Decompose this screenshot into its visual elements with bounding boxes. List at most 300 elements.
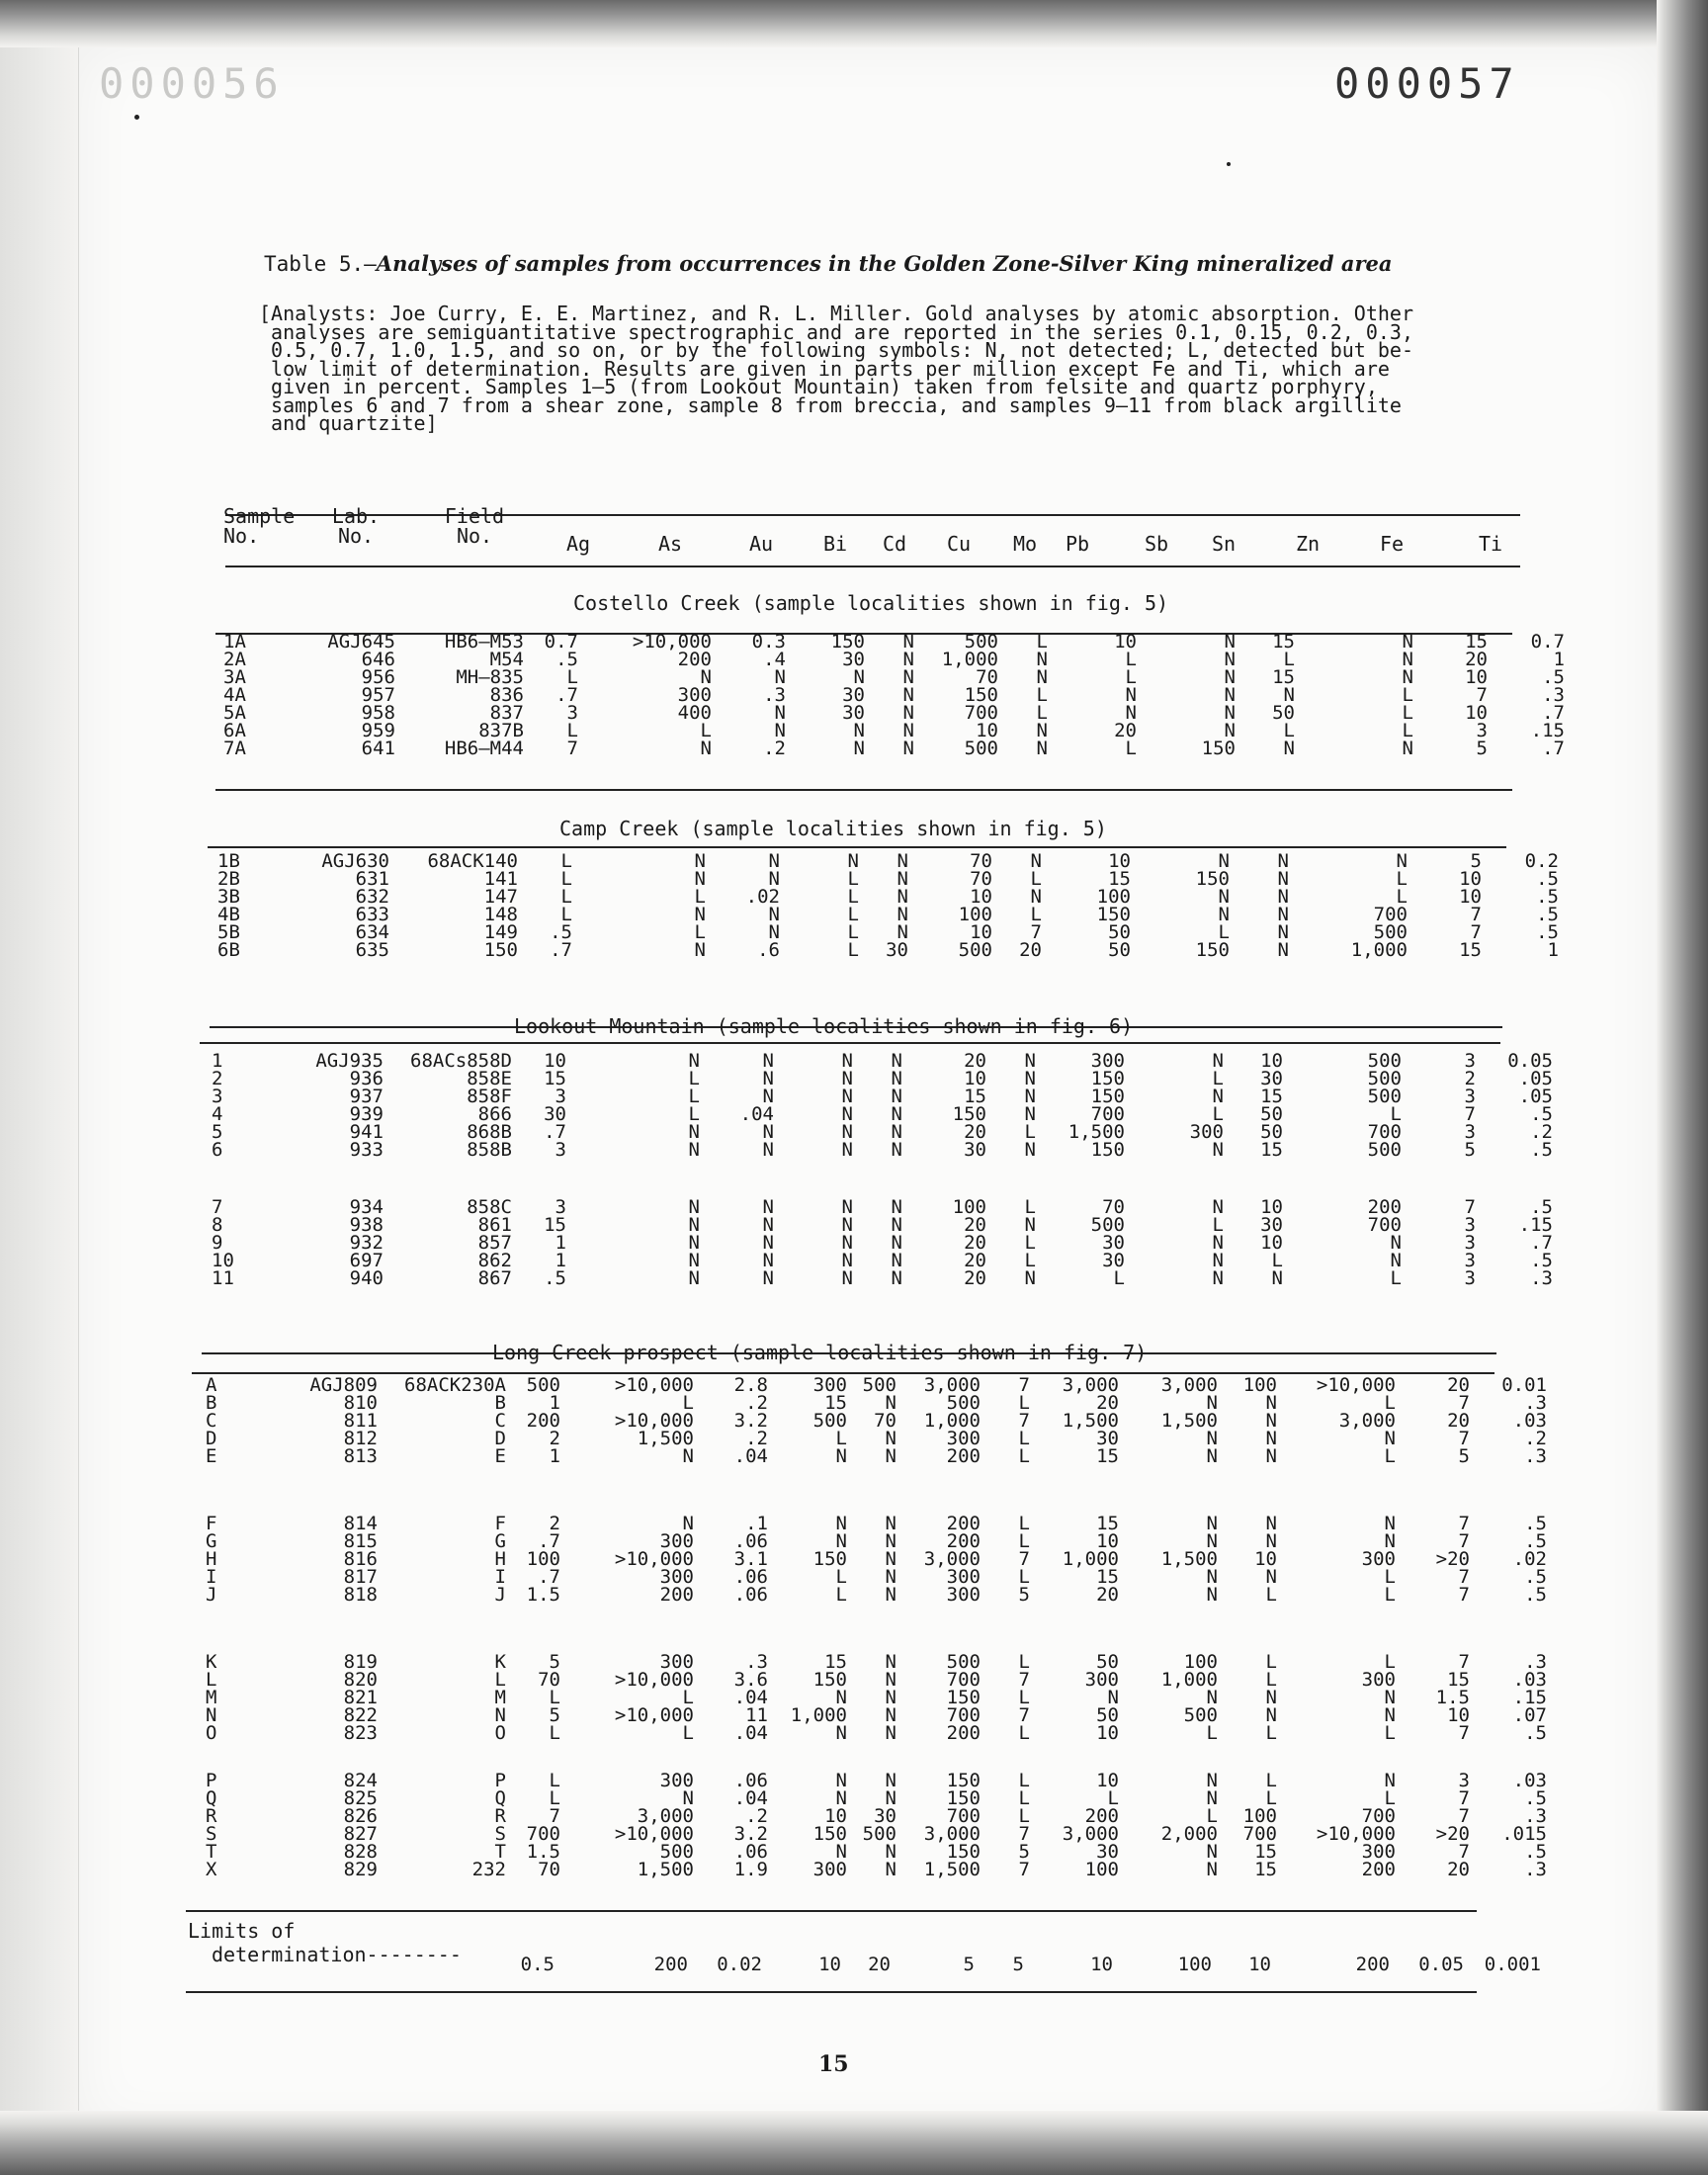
cell-field: D bbox=[494, 1428, 506, 1449]
cell-au: 2.8 bbox=[733, 1374, 768, 1396]
cell-fe: 7 bbox=[1458, 1722, 1470, 1744]
cell-sample: E bbox=[206, 1445, 217, 1467]
cell-pb: N bbox=[1125, 684, 1137, 706]
cell-mo: 7 bbox=[1018, 1859, 1030, 1880]
cell-au: .1 bbox=[745, 1513, 768, 1534]
cell-fe: 5 bbox=[1464, 1139, 1476, 1161]
cell-bi: 300 bbox=[812, 1374, 847, 1396]
cell-cu: 300 bbox=[946, 1566, 981, 1588]
cell-sample: J bbox=[206, 1584, 217, 1606]
cell-sn: 15 bbox=[1272, 631, 1295, 652]
cell-as: 300 bbox=[659, 1770, 694, 1791]
cell-bi: N bbox=[841, 1139, 853, 1161]
table-row bbox=[0, 1198, 1708, 1217]
cell-bi: L bbox=[835, 1566, 847, 1588]
cell-fe: 10 bbox=[1459, 886, 1482, 908]
cell-ti: 0.05 bbox=[1507, 1050, 1553, 1072]
cell-fe: 5 bbox=[1458, 1445, 1470, 1467]
cell-cd: N bbox=[885, 1787, 897, 1809]
cell-sb: 500 bbox=[1183, 1704, 1218, 1726]
cell-bi: N bbox=[853, 738, 865, 759]
table-row bbox=[0, 941, 1708, 960]
cell-zn: 500 bbox=[1367, 1086, 1402, 1107]
cell-sample: T bbox=[206, 1841, 217, 1863]
cell-au: 3.6 bbox=[733, 1669, 768, 1691]
cell-fe: 7 bbox=[1464, 1196, 1476, 1218]
column-header-au: Au bbox=[748, 532, 774, 556]
cell-cd: N bbox=[891, 1086, 902, 1107]
cell-pb: 20 bbox=[1096, 1584, 1119, 1606]
cell-field: 858E bbox=[467, 1068, 512, 1089]
cell-lab: 938 bbox=[349, 1214, 384, 1236]
cell-pb: L bbox=[1125, 666, 1137, 688]
cell-bi: N bbox=[835, 1841, 847, 1863]
cell-ti: .5 bbox=[1536, 904, 1559, 925]
bleed-through-number: 000056 bbox=[99, 59, 285, 108]
cell-lab: 959 bbox=[361, 720, 395, 741]
cell-sb: N bbox=[1206, 1566, 1218, 1588]
cell-sn: 15 bbox=[1260, 1086, 1283, 1107]
cell-cd: N bbox=[897, 921, 908, 943]
cell-as: >10,000 bbox=[614, 1548, 694, 1570]
cell-sample: G bbox=[206, 1530, 217, 1552]
cell-fe: 7 bbox=[1458, 1392, 1470, 1414]
cell-au: N bbox=[768, 904, 780, 925]
cell-pb: 150 bbox=[1090, 1068, 1125, 1089]
cell-mo: L bbox=[1024, 1232, 1036, 1254]
cell-au: 3.2 bbox=[733, 1410, 768, 1432]
cell-lab: 941 bbox=[349, 1121, 384, 1143]
cell-cu: 70 bbox=[970, 850, 992, 872]
cell-bi: N bbox=[841, 1121, 853, 1143]
cell-field: 68ACs858D bbox=[410, 1050, 512, 1072]
cell-zn: 700 bbox=[1367, 1121, 1402, 1143]
cell-field: L bbox=[494, 1669, 506, 1691]
cell-mo: L bbox=[1036, 702, 1048, 724]
cell-fe: 3 bbox=[1464, 1050, 1476, 1072]
cell-bi: 500 bbox=[812, 1410, 847, 1432]
cell-cd: N bbox=[885, 1530, 897, 1552]
cell-mo: N bbox=[1024, 1267, 1036, 1289]
cell-sn: 100 bbox=[1242, 1374, 1277, 1396]
cell-au: .04 bbox=[733, 1787, 768, 1809]
cell-ag: L bbox=[560, 886, 572, 908]
cell-cu: 10 bbox=[970, 921, 992, 943]
cell-lab: 811 bbox=[343, 1410, 378, 1432]
cell-cu: 150 bbox=[946, 1687, 981, 1708]
cell-cu: 10 bbox=[976, 720, 998, 741]
cell-pb: L bbox=[1125, 738, 1137, 759]
cell-ag: L bbox=[549, 1722, 560, 1744]
cell-sn: 15 bbox=[1272, 666, 1295, 688]
cell-as: 500 bbox=[659, 1841, 694, 1863]
cell-au: .04 bbox=[733, 1687, 768, 1708]
cell-fe: 3 bbox=[1464, 1086, 1476, 1107]
cell-zn: >10,000 bbox=[1316, 1823, 1396, 1845]
cell-sb: N bbox=[1224, 649, 1236, 670]
cell-fe: 7 bbox=[1458, 1584, 1470, 1606]
cell-zn: L bbox=[1390, 1103, 1402, 1125]
cell-sn: 30 bbox=[1260, 1068, 1283, 1089]
table-row bbox=[0, 1269, 1708, 1288]
cell-as: L bbox=[682, 1722, 694, 1744]
table-number: Table 5.— bbox=[264, 252, 377, 276]
cell-ti: .5 bbox=[1524, 1584, 1547, 1606]
cell-lab: 822 bbox=[343, 1704, 378, 1726]
cell-lab: AGJ630 bbox=[321, 850, 389, 872]
cell-cu: 500 bbox=[958, 939, 992, 961]
cell-as: >10,000 bbox=[614, 1410, 694, 1432]
cell-as: >10,000 bbox=[632, 631, 712, 652]
cell-bi: N bbox=[841, 1086, 853, 1107]
cell-bi: N bbox=[835, 1787, 847, 1809]
cell-cd: N bbox=[891, 1196, 902, 1218]
cell-ti: 1 bbox=[1553, 649, 1565, 670]
cell-mo: L bbox=[1018, 1805, 1030, 1827]
limits-label: determination-------- bbox=[212, 1943, 462, 1966]
limit-mo: 5 bbox=[1012, 1954, 1024, 1975]
cell-fe: 3 bbox=[1464, 1232, 1476, 1254]
cell-cd: N bbox=[902, 738, 914, 759]
cell-as: 3,000 bbox=[637, 1805, 694, 1827]
cell-cu: 150 bbox=[946, 1770, 981, 1791]
cell-pb: 15 bbox=[1096, 1566, 1119, 1588]
cell-fe: 15 bbox=[1447, 1669, 1470, 1691]
cell-zn: L bbox=[1396, 886, 1408, 908]
cell-pb: 50 bbox=[1096, 1704, 1119, 1726]
cell-sb: 100 bbox=[1183, 1651, 1218, 1673]
cell-sample: X bbox=[206, 1859, 217, 1880]
cell-sample: 3B bbox=[217, 886, 240, 908]
cell-mo: N bbox=[1036, 666, 1048, 688]
cell-lab: 932 bbox=[349, 1232, 384, 1254]
cell-sb: N bbox=[1206, 1392, 1218, 1414]
cell-fe: 7 bbox=[1458, 1841, 1470, 1863]
table-row bbox=[0, 1412, 1708, 1431]
cell-mo: L bbox=[1018, 1445, 1030, 1467]
limit-zn: 200 bbox=[1355, 1954, 1390, 1975]
cell-as: N bbox=[688, 1267, 700, 1289]
cell-lab: 646 bbox=[361, 649, 395, 670]
cell-fe: 15 bbox=[1459, 939, 1482, 961]
cell-ti: .15 bbox=[1518, 1214, 1553, 1236]
cell-sb: N bbox=[1206, 1530, 1218, 1552]
cell-cu: 20 bbox=[964, 1250, 986, 1271]
cell-ag: L bbox=[560, 868, 572, 890]
cell-sb: 300 bbox=[1189, 1121, 1224, 1143]
cell-cu: 150 bbox=[952, 1103, 986, 1125]
cell-sb: N bbox=[1212, 1250, 1224, 1271]
cell-mo: N bbox=[1036, 738, 1048, 759]
cell-cd: N bbox=[902, 702, 914, 724]
cell-sample: 6B bbox=[217, 939, 240, 961]
cell-cu: 70 bbox=[976, 666, 998, 688]
cell-fe: 7 bbox=[1464, 1103, 1476, 1125]
cell-bi: N bbox=[841, 1232, 853, 1254]
cell-ag: 200 bbox=[526, 1410, 560, 1432]
cell-field: 868B bbox=[467, 1121, 512, 1143]
cell-fe: 7 bbox=[1458, 1530, 1470, 1552]
cell-lab: 631 bbox=[355, 868, 389, 890]
cell-field: 836 bbox=[489, 684, 524, 706]
cell-field: J bbox=[494, 1584, 506, 1606]
cell-field: 147 bbox=[483, 886, 518, 908]
cell-ag: 500 bbox=[526, 1374, 560, 1396]
cell-as: L bbox=[688, 1103, 700, 1125]
limit-sn: 10 bbox=[1248, 1954, 1271, 1975]
cell-pb: 10 bbox=[1096, 1722, 1119, 1744]
table-row bbox=[0, 1252, 1708, 1270]
cell-cd: N bbox=[891, 1267, 902, 1289]
cell-bi: N bbox=[841, 1267, 853, 1289]
cell-zn: L bbox=[1384, 1392, 1396, 1414]
cell-ti: .05 bbox=[1518, 1086, 1553, 1107]
column-header-field: Field No. bbox=[444, 504, 505, 548]
cell-field: 858C bbox=[467, 1196, 512, 1218]
page-folio: 15 bbox=[818, 2051, 849, 2077]
cell-pb: L bbox=[1125, 649, 1137, 670]
cell-pb: 30 bbox=[1102, 1250, 1125, 1271]
cell-mo: N bbox=[1030, 850, 1042, 872]
cell-sample: K bbox=[206, 1651, 217, 1673]
cell-sb: L bbox=[1218, 921, 1230, 943]
cell-fe: 3 bbox=[1464, 1267, 1476, 1289]
cell-pb: 10 bbox=[1114, 631, 1137, 652]
cell-field: 858F bbox=[467, 1086, 512, 1107]
cell-sb: 3,000 bbox=[1160, 1374, 1218, 1396]
cell-mo: 7 bbox=[1018, 1548, 1030, 1570]
cell-ag: L bbox=[566, 720, 578, 741]
cell-field: O bbox=[494, 1722, 506, 1744]
limit-fe: 0.05 bbox=[1418, 1954, 1464, 1975]
cell-sb: N bbox=[1206, 1687, 1218, 1708]
cell-cu: 200 bbox=[946, 1530, 981, 1552]
cell-fe: 7 bbox=[1476, 684, 1488, 706]
cell-ag: 1 bbox=[549, 1392, 560, 1414]
cell-mo: L bbox=[1036, 631, 1048, 652]
cell-pb: 10 bbox=[1096, 1530, 1119, 1552]
cell-field: 857 bbox=[477, 1232, 512, 1254]
cell-lab: 825 bbox=[343, 1787, 378, 1809]
cell-lab: 824 bbox=[343, 1770, 378, 1791]
cell-cd: N bbox=[885, 1445, 897, 1467]
cell-field: 867 bbox=[477, 1267, 512, 1289]
cell-cu: 500 bbox=[946, 1392, 981, 1414]
cell-field: E bbox=[494, 1445, 506, 1467]
cell-lab: 821 bbox=[343, 1687, 378, 1708]
cell-pb: L bbox=[1113, 1267, 1125, 1289]
table-row bbox=[0, 1825, 1708, 1844]
cell-lab: 813 bbox=[343, 1445, 378, 1467]
cell-lab: 818 bbox=[343, 1584, 378, 1606]
cell-ti: .7 bbox=[1542, 702, 1565, 724]
cell-cd: N bbox=[885, 1566, 897, 1588]
cell-fe: 10 bbox=[1465, 666, 1488, 688]
table-row bbox=[0, 1088, 1708, 1106]
cell-zn: L bbox=[1384, 1722, 1396, 1744]
cell-lab: 823 bbox=[343, 1722, 378, 1744]
cell-bi: L bbox=[847, 886, 859, 908]
cell-ti: .03 bbox=[1512, 1410, 1547, 1432]
cell-cu: 3,000 bbox=[923, 1374, 981, 1396]
cell-bi: 10 bbox=[824, 1805, 847, 1827]
cell-ti: .5 bbox=[1536, 868, 1559, 890]
table-rule bbox=[225, 566, 1520, 567]
cell-cd: N bbox=[885, 1704, 897, 1726]
document-control-number: 000057 bbox=[1334, 59, 1520, 108]
cell-cu: 700 bbox=[946, 1805, 981, 1827]
cell-sample: S bbox=[206, 1823, 217, 1845]
cell-sn: N bbox=[1265, 1410, 1277, 1432]
cell-mo: 7 bbox=[1018, 1374, 1030, 1396]
column-header-fe: Fe bbox=[1379, 532, 1405, 556]
cell-pb: 15 bbox=[1096, 1445, 1119, 1467]
cell-fe: 7 bbox=[1458, 1428, 1470, 1449]
cell-zn: 700 bbox=[1373, 904, 1408, 925]
cell-au: .06 bbox=[733, 1530, 768, 1552]
cell-bi: 30 bbox=[842, 684, 865, 706]
cell-fe: 3 bbox=[1464, 1214, 1476, 1236]
cell-fe: 3 bbox=[1464, 1250, 1476, 1271]
cell-pb: 100 bbox=[1096, 886, 1131, 908]
cell-fe: 10 bbox=[1447, 1704, 1470, 1726]
cell-sample: Q bbox=[206, 1787, 217, 1809]
cell-bi: 15 bbox=[824, 1392, 847, 1414]
cell-ti: .5 bbox=[1524, 1513, 1547, 1534]
cell-pb: 15 bbox=[1108, 868, 1131, 890]
cell-mo: 5 bbox=[1018, 1584, 1030, 1606]
cell-bi: 150 bbox=[812, 1669, 847, 1691]
cell-cu: 20 bbox=[964, 1267, 986, 1289]
cell-au: .06 bbox=[733, 1841, 768, 1863]
cell-ag: .5 bbox=[544, 1267, 566, 1289]
cell-lab: 634 bbox=[355, 921, 389, 943]
cell-cd: 30 bbox=[886, 939, 908, 961]
cell-as: N bbox=[700, 738, 712, 759]
cell-sb: L bbox=[1206, 1722, 1218, 1744]
cell-sb: L bbox=[1206, 1805, 1218, 1827]
section-title: Long Creek prospect (sample localities shown in fig. 7) bbox=[492, 1341, 1148, 1364]
cell-au: .2 bbox=[745, 1428, 768, 1449]
cell-as: N bbox=[694, 868, 706, 890]
cell-as: 300 bbox=[659, 1530, 694, 1552]
cell-as: L bbox=[688, 1068, 700, 1089]
cell-as: N bbox=[694, 939, 706, 961]
cell-au: N bbox=[762, 1250, 774, 1271]
cell-cu: 30 bbox=[964, 1139, 986, 1161]
cell-pb: L bbox=[1107, 1787, 1119, 1809]
table-row bbox=[0, 1141, 1708, 1160]
cell-cu: 3,000 bbox=[923, 1823, 981, 1845]
cell-zn: 500 bbox=[1367, 1050, 1402, 1072]
cell-ag: .7 bbox=[544, 1121, 566, 1143]
cell-zn: L bbox=[1402, 720, 1413, 741]
cell-au: 0.3 bbox=[751, 631, 786, 652]
column-header-lab: Lab. No. bbox=[331, 504, 381, 548]
cell-as: L bbox=[694, 921, 706, 943]
cell-as: N bbox=[682, 1787, 694, 1809]
cell-mo: N bbox=[1024, 1086, 1036, 1107]
cell-sn: L bbox=[1283, 720, 1295, 741]
cell-mo: L bbox=[1024, 1196, 1036, 1218]
cell-cd: N bbox=[891, 1250, 902, 1271]
cell-zn: >10,000 bbox=[1316, 1374, 1396, 1396]
cell-mo: L bbox=[1030, 904, 1042, 925]
cell-cu: 3,000 bbox=[923, 1548, 981, 1570]
cell-zn: N bbox=[1402, 738, 1413, 759]
cell-ag: .5 bbox=[550, 921, 572, 943]
cell-ti: .15 bbox=[1530, 720, 1565, 741]
cell-field: 862 bbox=[477, 1250, 512, 1271]
cell-cd: N bbox=[891, 1050, 902, 1072]
cell-ti: .02 bbox=[1512, 1548, 1547, 1570]
cell-au: N bbox=[762, 1214, 774, 1236]
cell-sample: A bbox=[206, 1374, 217, 1396]
column-header-sn: Sn bbox=[1211, 532, 1237, 556]
cell-ag: 3 bbox=[566, 702, 578, 724]
cell-sample: 10 bbox=[212, 1250, 234, 1271]
cell-ag: .7 bbox=[550, 939, 572, 961]
cell-cd: N bbox=[891, 1139, 902, 1161]
cell-sb: N bbox=[1206, 1787, 1218, 1809]
cell-ag: 3 bbox=[555, 1086, 566, 1107]
cell-cu: 20 bbox=[964, 1214, 986, 1236]
cell-ag: 10 bbox=[544, 1050, 566, 1072]
scan-top-shadow bbox=[0, 0, 1708, 47]
cell-ag: 100 bbox=[526, 1548, 560, 1570]
cell-ag: 2 bbox=[549, 1428, 560, 1449]
cell-pb: 50 bbox=[1108, 939, 1131, 961]
cell-ag: .5 bbox=[555, 649, 578, 670]
cell-pb: 1,000 bbox=[1062, 1548, 1119, 1570]
cell-cd: N bbox=[885, 1841, 897, 1863]
scan-speck bbox=[134, 115, 139, 120]
cell-as: 400 bbox=[677, 702, 712, 724]
cell-ti: .15 bbox=[1512, 1687, 1547, 1708]
cell-ag: L bbox=[549, 1770, 560, 1791]
cell-ag: 2 bbox=[549, 1513, 560, 1534]
cell-sample: 4A bbox=[223, 684, 246, 706]
cell-lab: 936 bbox=[349, 1068, 384, 1089]
cell-sample: 11 bbox=[212, 1267, 234, 1289]
cell-pb: N bbox=[1107, 1687, 1119, 1708]
table-row bbox=[0, 1123, 1708, 1142]
cell-field: G bbox=[494, 1530, 506, 1552]
cell-sn: N bbox=[1265, 1445, 1277, 1467]
cell-cu: 700 bbox=[946, 1704, 981, 1726]
cell-lab: 958 bbox=[361, 702, 395, 724]
cell-fe: 3 bbox=[1464, 1121, 1476, 1143]
cell-ag: 1.5 bbox=[526, 1841, 560, 1863]
cell-bi: N bbox=[841, 1103, 853, 1125]
table-rule bbox=[208, 846, 1506, 848]
cell-field: M bbox=[494, 1687, 506, 1708]
cell-pb: 300 bbox=[1084, 1669, 1119, 1691]
cell-cu: 10 bbox=[964, 1068, 986, 1089]
cell-sn: N bbox=[1277, 904, 1289, 925]
cell-cd: N bbox=[897, 886, 908, 908]
cell-pb: 3,000 bbox=[1062, 1823, 1119, 1845]
table-row bbox=[0, 1070, 1708, 1088]
cell-cd: N bbox=[885, 1687, 897, 1708]
cell-au: .04 bbox=[733, 1722, 768, 1744]
cell-cd: N bbox=[891, 1068, 902, 1089]
column-header-pb: Pb bbox=[1065, 532, 1090, 556]
cell-sn: N bbox=[1283, 684, 1295, 706]
cell-bi: 150 bbox=[812, 1548, 847, 1570]
cell-sb: N bbox=[1212, 1267, 1224, 1289]
cell-sample: 4 bbox=[212, 1103, 223, 1125]
